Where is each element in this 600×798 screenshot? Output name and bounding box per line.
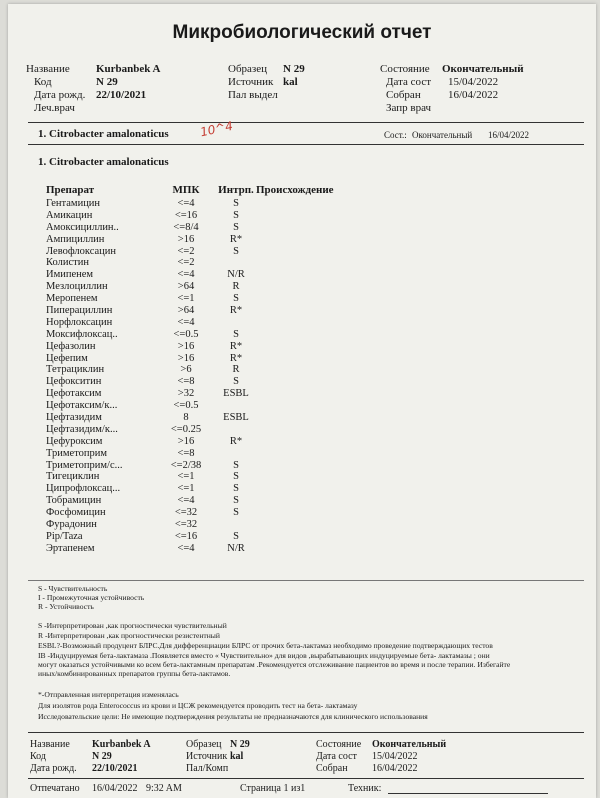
table-row [46, 507, 376, 519]
legend-r: R - Устойчивость [38, 602, 94, 611]
table-row [46, 329, 376, 341]
footer-name-label: Название [30, 739, 70, 750]
sample-label: Образец [228, 63, 268, 75]
mic-value: <=2/38 [170, 459, 202, 471]
interpretation: R* [229, 340, 243, 352]
table-row [46, 341, 376, 353]
sample-value: N 29 [283, 63, 305, 75]
interpretation: S [233, 221, 239, 233]
footer-date-state: 15/04/2022 [372, 751, 418, 762]
table-row [46, 400, 376, 412]
footer-ward-label: Пал/Комп [186, 763, 229, 774]
mic-value: >64 [177, 281, 195, 293]
mic-value: >16 [177, 340, 195, 352]
table-row [46, 543, 376, 555]
table-row [46, 519, 376, 531]
drug-name: Левофлоксацин [46, 245, 117, 257]
table-row [46, 293, 376, 305]
interpretation: ESBL [223, 412, 249, 424]
drug-name: Ампициллин [46, 233, 105, 245]
drug-name: Гентамицин [46, 198, 101, 209]
interpretation: ESBL [223, 388, 249, 400]
interpretation: S [233, 483, 239, 495]
mic-value: >16 [177, 233, 195, 245]
source-value: kal [283, 76, 298, 88]
mic-value: <=16 [174, 209, 198, 221]
table-row [46, 388, 376, 400]
mic-value: <=8/4 [173, 221, 199, 233]
drug-name: Пиперациллин [46, 305, 113, 317]
divider [28, 778, 584, 779]
mic-value: <=4 [177, 316, 195, 328]
divider [28, 144, 584, 145]
table-row [46, 198, 376, 210]
mic-value: >64 [177, 305, 195, 317]
note-interp-changed: *-Отправленная интерпретация изменялась [38, 690, 179, 699]
organism-heading: 1. Citrobacter amalonaticus [38, 156, 169, 168]
mic-value: <=0.5 [173, 328, 199, 340]
table-row [46, 257, 376, 269]
patient-code-label: Код [34, 76, 52, 88]
printed-time: 9:32 AM [146, 783, 182, 794]
state-label: Состояние [380, 63, 430, 75]
mic-value: <=8 [177, 447, 195, 459]
table-row [46, 222, 376, 234]
legend-s-predicted: S -Интерпретирован ,как прогностически чувствительный [38, 621, 227, 630]
collected-value: 16/04/2022 [448, 89, 499, 101]
mic-value: >16 [177, 352, 195, 364]
table-row [46, 269, 376, 281]
mic-value: >16 [177, 435, 195, 447]
mic-value: <=1 [177, 293, 195, 305]
drug-name: Триметоприм/с... [46, 459, 123, 471]
organism-state-value: Окончательный [412, 130, 473, 140]
interpretation: S [233, 328, 239, 340]
drug-name: Цефтазидим [46, 412, 102, 424]
interpretation: R* [229, 233, 243, 245]
report-title: Микробиологический отчет [172, 22, 432, 43]
col-interp-header: Интрп. [218, 184, 254, 196]
table-row [46, 305, 376, 317]
mic-value: 8 [183, 412, 189, 424]
note-research: Исследовательские цели: Не имеющие подтверждения результаты не предназначаются для клинического использования [38, 712, 428, 721]
doctor-label: Леч.врач [34, 102, 75, 114]
drug-name: Цефокситин [46, 376, 102, 388]
footer-dob-label: Дата рожд. [30, 763, 77, 774]
footer-collected: 16/04/2022 [372, 763, 418, 774]
collected-label: Собран [386, 89, 421, 101]
interpretation: S [233, 495, 239, 507]
footer-name: Kurbanbek A [92, 739, 151, 750]
divider [28, 580, 584, 581]
request-doctor-label: Запр врач [386, 102, 432, 114]
interpretation: S [233, 530, 239, 542]
mic-value: <=4 [177, 269, 195, 281]
drug-name: Амикацин [46, 209, 93, 221]
table-row [46, 424, 376, 436]
footer-collected-label: Собран [316, 763, 348, 774]
interpretation: S [233, 459, 239, 471]
drug-name: Тобрамицин [46, 495, 102, 507]
table-row [46, 412, 376, 424]
ward-label: Пал выдел [228, 89, 278, 101]
drug-name: Мезлоциллин [46, 281, 108, 293]
table-row [46, 376, 376, 388]
drug-name: Меропенем [46, 293, 98, 305]
table-row [46, 246, 376, 258]
drug-name: Имипенем [46, 269, 94, 281]
table-header [46, 184, 376, 198]
legend-s: S - Чувствительность [38, 584, 108, 593]
drug-name: Фосфомицин [46, 507, 106, 519]
interpretation: S [233, 471, 239, 483]
col-drug-header: Препарат [46, 184, 95, 196]
patient-name-label: Название [26, 63, 70, 75]
table-row [46, 353, 376, 365]
drug-name: Моксифлоксац.. [46, 328, 118, 340]
col-origin-header: Происхождение [256, 184, 334, 196]
drug-name: Триметоприм [46, 447, 108, 459]
organism-state-label: Сост.: [384, 130, 407, 140]
table-row [46, 495, 376, 507]
footer-sample: N 29 [230, 739, 250, 750]
footer-dob: 22/10/2021 [92, 763, 138, 774]
footer-code-label: Код [30, 751, 46, 762]
table-row [46, 364, 376, 376]
mic-value: <=4 [177, 198, 195, 209]
interpretation: S [233, 293, 239, 305]
drug-name: Норфлоксацин [46, 316, 113, 328]
note-enterococcus: Для изолятов рода Enterococcus из крови и ЦСЖ рекомендуется проводить тест на бета- лактамазу [38, 701, 358, 710]
drug-name: Цефазолин [46, 340, 96, 352]
drug-name: Цефуроксим [46, 435, 103, 447]
legend-ib-line2: могут оказаться устойчивыми ко всем бета-лактамным препаратам .Рекомендуется отслеживание пациентов во время и после терапии. Избегайте [38, 660, 511, 669]
table-row [46, 436, 376, 448]
drug-name: Колистин [46, 257, 89, 269]
interpretation: R* [229, 305, 243, 317]
table-row [46, 210, 376, 222]
table-row [46, 471, 376, 483]
table-row [46, 281, 376, 293]
dob-label: Дата рожд. [34, 89, 86, 101]
source-label: Источник [228, 76, 274, 88]
interpretation: R* [229, 435, 243, 447]
interpretation: S [233, 245, 239, 257]
patient-name: Kurbanbek A [96, 63, 161, 75]
organism-bar-name: 1. Citrobacter amalonaticus [38, 128, 169, 140]
interpretation: S [233, 198, 239, 209]
drug-name: Амоксициллин.. [46, 221, 119, 233]
interpretation: R* [229, 352, 243, 364]
dob-value: 22/10/2021 [96, 89, 147, 101]
divider [28, 122, 584, 123]
handwritten-annotation: 10^4 [198, 118, 235, 140]
footer-code: N 29 [92, 751, 112, 762]
printed-date: 16/04/2022 [92, 783, 138, 794]
drug-name: Фурадонин [46, 519, 97, 531]
drug-name: Pip/Taza [46, 530, 83, 542]
mic-value: <=32 [174, 519, 198, 531]
legend-r-predicted: R -Интерпретирован ,как прогностически резистентный [38, 631, 220, 640]
mic-value: <=2 [177, 257, 195, 269]
drug-name: Цефотаксим [46, 388, 102, 400]
patient-code: N 29 [96, 76, 118, 88]
drug-name: Эртапенем [46, 542, 95, 554]
table-row [46, 483, 376, 495]
interpretation: R [232, 364, 240, 376]
divider [28, 732, 584, 733]
date-state-value: 15/04/2022 [448, 76, 499, 88]
legend-ib-line3: иных/комбинированных препаратов группы бета-лактамов. [38, 669, 231, 678]
table-row [46, 317, 376, 329]
interpretation: S [233, 376, 239, 388]
technician-signature-line [388, 793, 548, 794]
mic-value: >32 [177, 388, 195, 400]
footer-source: kal [230, 751, 244, 762]
mic-value: <=0.5 [173, 400, 199, 412]
susceptibility-table [46, 184, 376, 555]
interpretation: S [233, 507, 239, 519]
mic-value: <=32 [174, 507, 198, 519]
mic-value: <=16 [174, 530, 198, 542]
organism-date: 16/04/2022 [488, 130, 530, 140]
drug-name: Тетрациклин [46, 364, 105, 376]
mic-value: <=8 [177, 376, 195, 388]
table-row [46, 460, 376, 472]
footer-state: Окончательный [372, 739, 447, 750]
table-body [46, 198, 376, 555]
drug-name: Цефтазидим/к... [46, 423, 118, 435]
drug-name: Цефепим [46, 352, 88, 364]
printed-label: Отпечатано [30, 783, 80, 794]
table-row [46, 234, 376, 246]
interpretation: R [232, 281, 240, 293]
table-row [46, 448, 376, 460]
footer-sample-label: Образец [186, 739, 222, 750]
mic-value: <=2 [177, 245, 195, 257]
technician-label: Техник: [348, 783, 382, 794]
page-number: Страница 1 из1 [240, 783, 306, 794]
legend-ib-line1: IB -Индуцируемая бета-лактамаза .Появляется вместо « Чувствительно» для видов ,вырабатывающих индуцируемые бета- лактамазы ; они [38, 651, 490, 660]
interpretation: S [233, 209, 239, 221]
mic-value: <=4 [177, 542, 195, 554]
mic-value: <=0.25 [170, 423, 202, 435]
mic-value: <=1 [177, 483, 195, 495]
drug-name: Цефотаксим/к... [46, 400, 118, 412]
state-value: Окончательный [442, 63, 524, 75]
col-mic-header: МПК [172, 184, 200, 196]
interpretation: N/R [227, 269, 245, 281]
date-state-label: Дата сост [386, 76, 432, 88]
table-row [46, 531, 376, 543]
drug-name: Ципрофлоксац... [46, 483, 121, 495]
legend-i: I - Промежуточная устойчивость [38, 593, 145, 602]
mic-value: <=4 [177, 495, 195, 507]
legend-esbl: ESBL?-Возможный продуцент БЛРС.Для дифференциации БЛРС от прочих бета-лактамаз необходимо проведение подтверждающих тестов [38, 641, 493, 650]
footer-state-label: Состояние [316, 739, 362, 750]
footer-source-label: Источник [186, 751, 228, 762]
mic-value: >6 [180, 364, 192, 376]
report-page [8, 4, 596, 798]
mic-value: <=1 [177, 471, 195, 483]
footer-date-state-label: Дата сост [316, 751, 357, 762]
drug-name: Тигециклин [46, 471, 100, 483]
interpretation: N/R [227, 542, 245, 554]
